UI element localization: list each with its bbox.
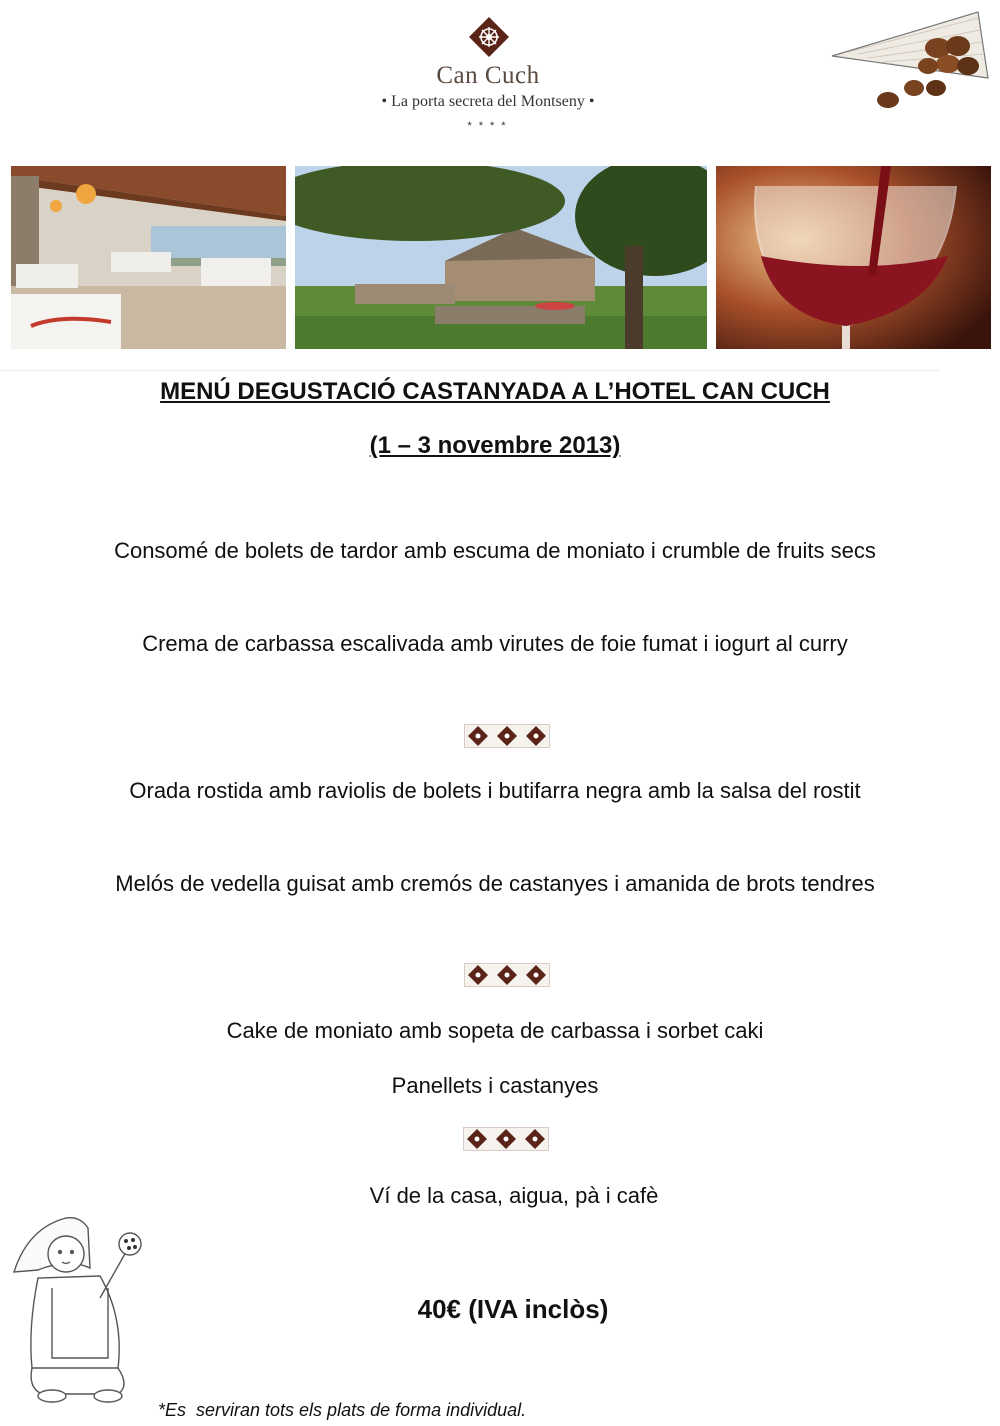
menu-title: MENÚ DEGUSTACIÓ CASTANYADA A L’HOTEL CAN CUCH [160, 378, 830, 405]
hotel-stars: **** [467, 120, 513, 132]
red-wine-glass-photo [716, 166, 991, 349]
menu-price: 40€ (IVA inclòs) [417, 1294, 609, 1324]
section-divider [0, 370, 940, 371]
chestnuts-cone-illustration [828, 8, 996, 114]
ornament-divider-icon [464, 963, 550, 987]
ornament-divider-icon [463, 1127, 549, 1151]
dish-main-2: Melós de vedella guisat amb cremós de castanyes i amanida de brots tendres [115, 871, 875, 896]
dish-dessert-1: Cake de moniato amb sopeta de carbassa i sorbet caki [226, 1018, 764, 1043]
dish-starter-2: Crema de carbassa escalivada amb virutes de foie fumat i iogurt al curry [142, 631, 848, 656]
stone-farmhouse-photo [295, 166, 707, 349]
brand-tagline: • La porta secreta del Montseny • [381, 93, 595, 110]
menu-dates: (1 – 3 novembre 2013) [369, 432, 621, 459]
dish-dessert-2: Panellets i castanyes [391, 1073, 599, 1098]
dish-main-1: Orada rostida amb raviolis de bolets i butifarra negra amb la salsa del rostit [129, 778, 861, 803]
ornament-divider-icon [464, 724, 550, 748]
restaurant-dining-room-photo [11, 166, 286, 349]
brand-name: Can Cuch [436, 62, 540, 89]
logo-diamond-icon [469, 17, 509, 57]
dish-starter-1: Consomé de bolets de tardor amb escuma de moniato i crumble de fruits secs [114, 538, 876, 563]
footnote: *Es serviran tots els plats de forma individual. [158, 1400, 527, 1420]
drinks-line: Ví de la casa, aigua, pà i cafè [369, 1183, 659, 1208]
